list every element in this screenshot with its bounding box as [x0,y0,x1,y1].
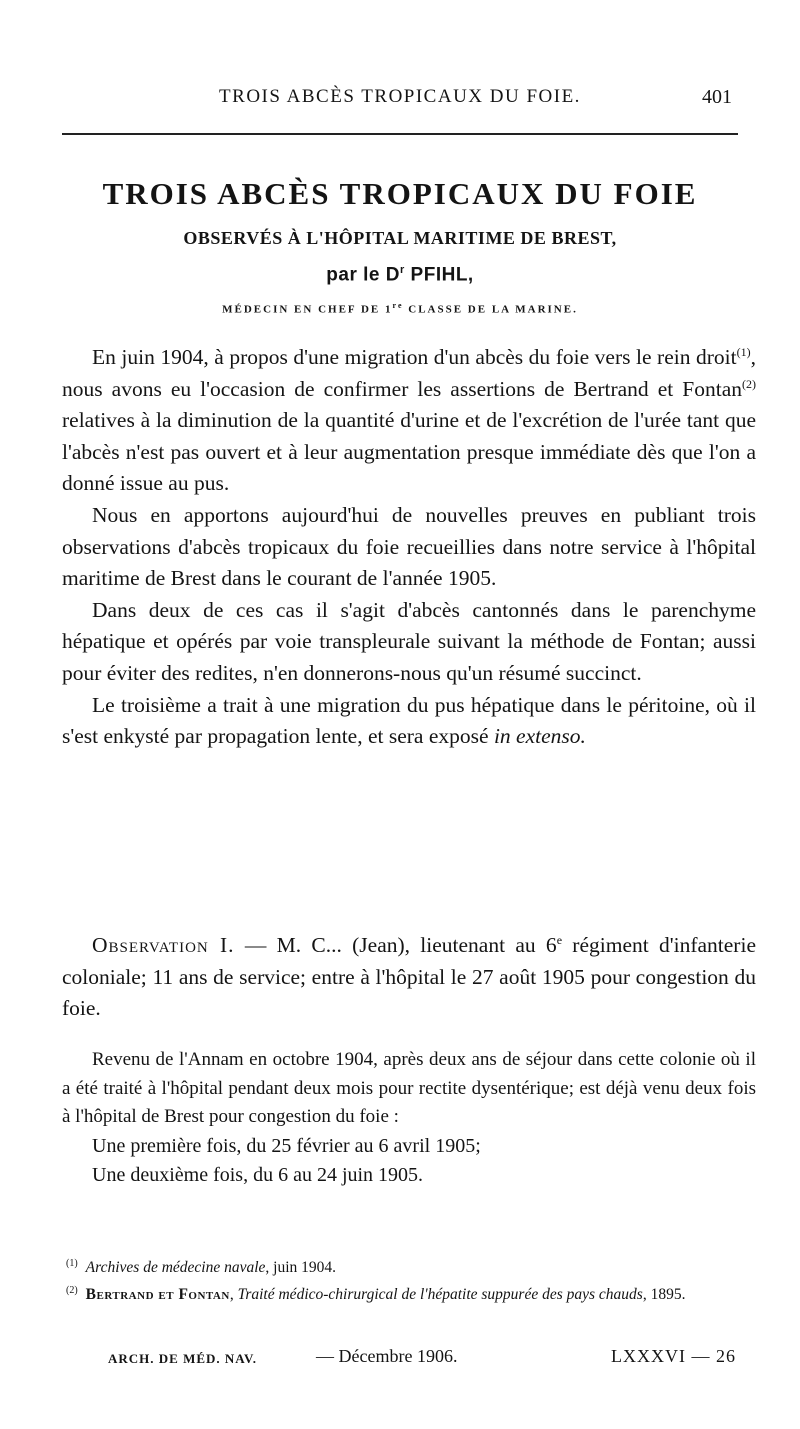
footnote-2-rest: , 1895. [642,1286,686,1304]
author-prefix-sup: r [399,264,405,276]
footer-journal: ARCH. DE MÉD. NAV. [108,1351,257,1366]
running-head [60,86,740,116]
footnote-ref-2: (2) [742,376,756,391]
author-prefix: par le D [326,264,400,286]
observation-paragraph [62,930,756,1025]
footnote-2-title: Traité médico-chirurgical de l'hépatite suppurée des pays chauds [237,1286,643,1304]
intro-paragraph-3: Dans deux de ces cas il s'agit d'abcès cantonnés dans le parenchyme hépatique et opérés par voie transpleurale suivant la méthode de Fontan; aussi pour éviter des redites, n'en donnerons-nous qu'un résumé succinct. [62,597,756,685]
observation-heading [62,930,756,1025]
intro-p1-a: En juin 1904, à propos d'une migration d'un abcès du foie vers le rein droit [92,345,737,369]
page-number: 401 [702,86,732,108]
author-role-b: CLASSE DE LA MARINE. [408,303,578,316]
footer-date: — Décembre 1906. [316,1346,458,1366]
observation-sup: e [556,932,563,947]
running-title: TROIS ABCÈS TROPICAUX DU FOIE. [219,86,581,107]
intro-p1-b: , nous avons eu l'occasion de confirmer les assertions de Bertrand et Fontan [62,345,756,401]
footnote-1-mark: (1) [66,1258,78,1269]
footnote-2-sep: , [229,1286,238,1304]
page-footer [108,1346,740,1372]
footnote-2 [62,1279,756,1306]
footnote-2-mark: (2) [66,1285,78,1297]
author-line [60,264,740,286]
intro-p4-a: Le troisième a trait à une migration du pus hépatique dans le péritoine, où il s'est enkysté par propagation lente, et sera exposé [62,692,756,749]
observation-text-b: régiment d'infanterie coloniale; 11 ans de service; entre à l'hôpital le 27 août 1905 pour congestion du foie. [62,933,756,1021]
article-title: TROIS ABCÈS TROPICAUX DU FOIE [102,176,698,211]
author-role-sup: re [392,301,404,310]
footnote-ref-1: (1) [736,344,751,359]
observation-label: Observation I. [92,933,235,957]
article-subtitle: OBSERVÉS À L'HÔPITAL MARITIME DE BREST, [183,228,617,248]
stay-item-2: Une deuxième fois, du 6 au 24 juin 1905. [92,1163,424,1186]
intro-paragraph-1 [62,342,756,500]
case-paragraph: Revenu de l'Annam en octobre 1904, après deux ans de séjour dans cette colonie où il a été traité à l'hôpital pendant deux mois pour rectite dysentérique; est déjà venu deux fois à l'hôpital de Brest pour congestion du foie : [62,1049,756,1127]
header-rule [62,133,738,135]
author-role-a: MÉDECIN EN CHEF DE 1 [222,303,393,316]
footnote-1-rest: , juin 1904. [265,1259,337,1277]
introduction [62,342,756,753]
footnote-1 [62,1252,756,1279]
footnotes [62,1252,756,1306]
case-history [62,1046,756,1190]
footnote-2-authors: Bertrand et Fontan [85,1286,230,1304]
author-name: PFIHL, [410,264,474,286]
intro-paragraph-4 [62,690,756,753]
author-role [60,301,740,316]
intro-p1-c: relatives à la diminution de la quantité d'urine et de l'excrétion de l'urée tant que l'abcès n'est pas ouvert et à leur augmentation presque immédiate dès que l'on a donné issue au pus. [62,408,756,496]
stay-item-1: Une première fois, du 25 février au 6 avril 1905; [92,1134,481,1157]
intro-p4-italic: in extenso. [493,724,586,749]
observation-text-a: — M. C... (Jean), lieutenant au 6 [234,933,557,957]
intro-paragraph-2: Nous en apportons aujourd'hui de nouvelles preuves en publiant trois observations d'abcès tropicaux du foie recueillies dans notre service à l'hôpital maritime de Brest dans le courant de l'année 1905. [62,502,756,591]
footnote-1-title: Archives de médecine navale [85,1259,266,1277]
footer-signature: LXXXVI — 26 [611,1346,736,1366]
